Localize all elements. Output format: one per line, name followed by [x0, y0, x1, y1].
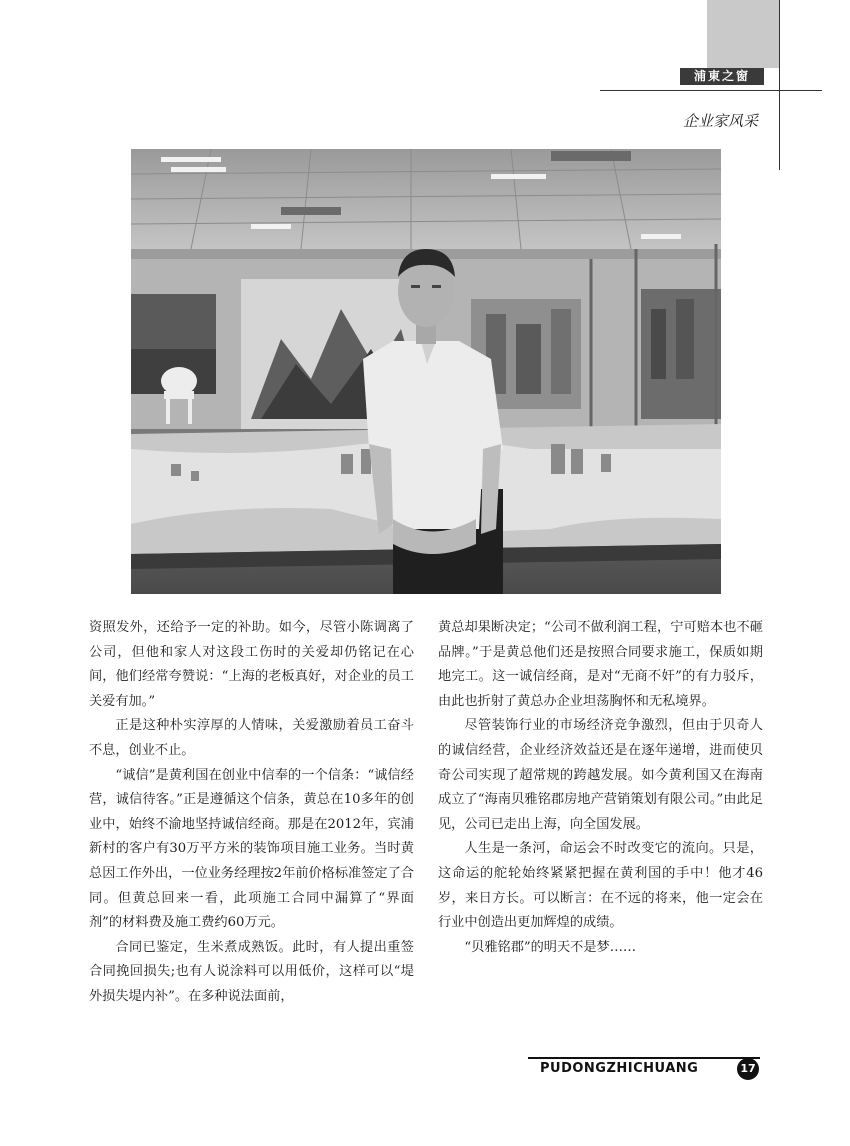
paragraph: 尽管装饰行业的市场经济竞争激烈，但由于贝奇人的诚信经营，企业经济效益还是在逐年递增，进而使贝奇公司实现了超常规的跨越发展。如今黄利国又在海南成立了“海南贝雅铭郡房地产营销策划有限公司。”由此足见，公司已走出上海，向全国发展。 — [438, 718, 763, 832]
paragraph: 黄总却果断决定；“公司不做利润工程，宁可赔本也不砸品牌。”于是黄总他们还是按照合同要求施工，保质如期地完工。这一诚信经商，是对“无商不奸”的有力驳斥，由此也折射了黄总办企业坦荡胸怀和无私境界。 — [438, 620, 763, 709]
section-title: 企业家风采 — [682, 112, 758, 130]
paragraph: 人生是一条河，命运会不时改变它的流向。只是，这命运的舵轮始终紧紧把握在黄利国的手中！他才46岁，来日方长。可以断言：在不远的将来，他一定会在行业中创造出更加辉煌的成绩。 — [438, 841, 763, 931]
paragraph: 合同已鉴定，生米煮成熟饭。此时，有人提出重签合同挽回损失;也有人说涂料可以用低价，这样可以“堤外损失堤内补”。在多种说法面前， — [89, 939, 414, 1004]
header-vertical-rule — [779, 0, 780, 170]
article-column-right — [438, 616, 763, 960]
header-horizontal-rule — [600, 90, 822, 91]
paragraph: 正是这种朴实淳厚的人情味，关爱激励着员工奋斗不息，创业不止。 — [89, 718, 414, 758]
header-corner-tab — [707, 0, 780, 68]
article-column-left — [89, 616, 414, 1010]
ceiling — [131, 149, 721, 249]
paragraph: “贝雅铭郡”的明天不是梦…… — [464, 939, 637, 955]
photo-illustration — [131, 149, 721, 594]
magazine-masthead: 浦東之窗 — [680, 68, 764, 85]
paragraph: “诚信”是黄利国在创业中信奉的一个信条：“诚信经营，诚信待客。”正是遵循这个信条，黄总在10多年的创业中，始终不渝地坚持诚信经商。那是在2012年，宾浦新村的客户有30万平方米的装饰项目施工业务。当时黄总因工作外出，一位业务经理按2年前价格标准签定了合同。但黄总回来一看，此项施工合同中漏算了“界面剂”的材料费及施工费约60万元。 — [89, 767, 414, 931]
footer-brand: PUDONGZHICHUANG — [540, 1061, 699, 1076]
page-number: 17 — [737, 1058, 759, 1080]
portrait-photo — [131, 149, 721, 594]
footer-rule — [528, 1057, 760, 1059]
paragraph: 资照发外，还给予一定的补助。如今，尽管小陈调离了公司，但他和家人对这段工伤时的关爱却仍铭记在心间，他们经常夸赞说：“上海的老板真好，对企业的员工关爱有加。” — [89, 620, 414, 709]
